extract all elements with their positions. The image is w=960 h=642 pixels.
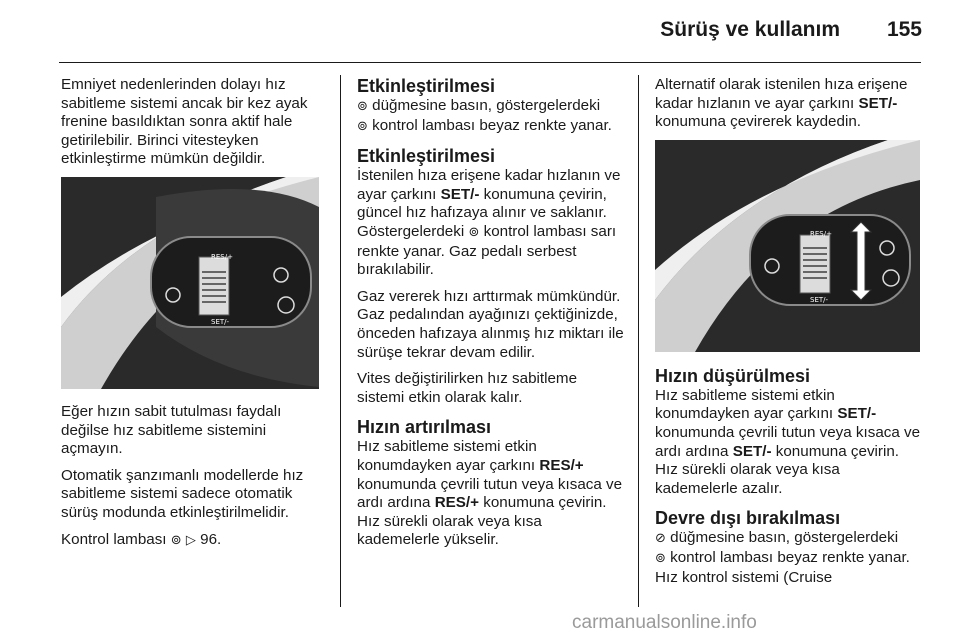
cruise-control-icon: ⊚: [357, 99, 368, 114]
watermark: carmanualsonline.info: [572, 612, 757, 633]
cruise-cancel-icon: ⊘: [655, 531, 666, 547]
section-heading: Etkinleştirilmesi: [357, 76, 496, 96]
section-heading: Hızın düşürülmesi: [655, 365, 811, 386]
section-heading: Devre dışı bırakılması: [655, 508, 841, 529]
cruise-control-icon: ⊚: [655, 550, 666, 566]
paragraph: Gaz vererek hızı arttırmak mümkündür. Gaz pedalından ayağınızı çektiğinizde, önceden hafızaya alınmış hız miktarı ile sürüşe tekrar devam edilir.: [357, 287, 624, 361]
page-header: [0, 0, 960, 62]
set-label: SET/-: [810, 295, 829, 304]
column-divider: [340, 75, 341, 607]
column-divider: [638, 75, 639, 607]
column-3: [655, 76, 925, 595]
cruise-control-icon: ⊚: [357, 118, 368, 134]
paragraph: Hız sabitleme sistemi etkin konumdayken ayar çarkını RES/+ konumunda çevrili tutun veya kısaca ve ardı ardına RES/+ konumuna çevirin. Hız sürekli olarak veya kısa kademelerle yükselir.: [357, 438, 623, 549]
paragraph: Alternatif olarak istenilen hıza erişene kadar hızlanın ve ayar çarkını SET/- konumuna çevirerek kaydedin.: [655, 76, 908, 131]
set-label: SET/-: [211, 317, 230, 326]
paragraph: Kontrol lambası ⊚ ▷ 96.: [61, 530, 222, 548]
paragraph: Vites değiştirilirken hız sabitleme sistemi etkin olarak kalır.: [357, 370, 578, 406]
steering-wheel-photo-1: [61, 177, 319, 389]
res-label: RES/+: [211, 252, 233, 261]
paragraph: ⊚ düğmesine basın, göstergelerdeki ⊚ kontrol lambası beyaz renkte yanar.: [357, 97, 612, 134]
column-1: [61, 76, 326, 558]
cruise-control-icon: ⊚: [170, 532, 182, 548]
paragraph: İstenilen hıza erişene kadar hızlanın ve ayar çarkını SET/- konumuna çevirin, güncel hız hafızaya alınır ve saklanır. Göstergelerdeki ⊚ kontrol lambası sarı renkte yanar. Gaz pedalı serbest bırakılabilir.: [357, 167, 621, 279]
section-heading: Hızın artırılması: [357, 417, 492, 438]
page-number: 155: [886, 18, 922, 41]
arrow-ref-icon: ▷: [185, 532, 196, 548]
paragraph: Eğer hızın sabit tutulması faydalı değilse hız sabitleme sistemini açmayın.: [61, 402, 282, 458]
cruise-control-icon: ⊚: [468, 224, 480, 240]
header-title: Sürüş ve kullanım: [660, 18, 840, 41]
paragraph: Hız sabitleme sistemi etkin konumdayken ayar çarkını SET/- konumunda çevrili tutun veya kısaca ve ardı ardına SET/- konumuna çevirin. Hız sürekli olarak veya kısa kademelerle azalır.: [655, 386, 921, 497]
paragraph: ⊘ düğmesine basın, göstergelerdeki ⊚ kontrol lambası beyaz renkte yanar. Hız kontrol sistemi (Cruise: [655, 529, 910, 586]
res-label: RES/+: [810, 229, 832, 238]
column-2: [357, 76, 627, 558]
paragraph: Otomatik şanzımanlı modellerde hız sabitleme sistemi sadece otomatik sürüş modunda etkinleştirilmelidir.: [61, 466, 304, 521]
section-heading: Etkinleştirilmesi: [357, 146, 496, 167]
header-rule: [59, 62, 921, 63]
steering-wheel-photo-2: [655, 140, 920, 352]
paragraph: Emniyet nedenlerinden dolayı hız sabitleme sistemi ancak bir kez ayak frenine basıldıktan sonra aktif hale getirilebilir. Birinci vitesteyken etkinleştirme mümkün değildir.: [61, 76, 308, 168]
